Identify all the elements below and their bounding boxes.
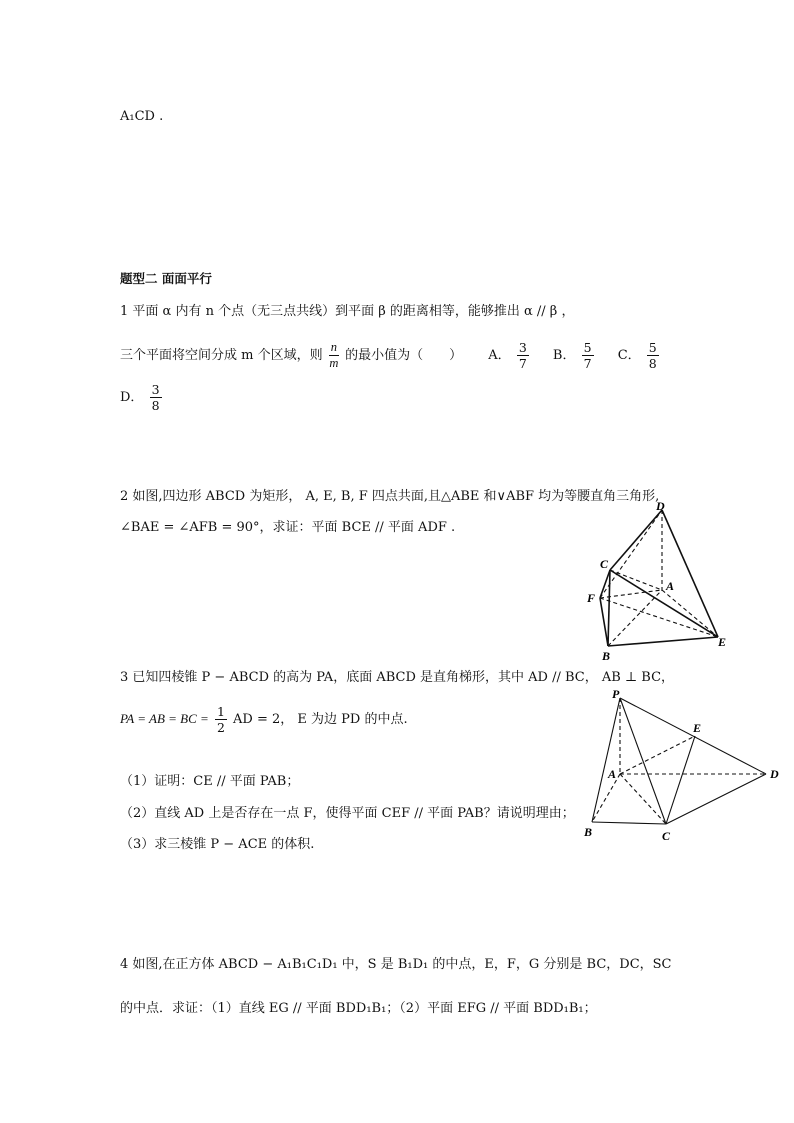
option-fraction [582,340,594,371]
q3-part2: （2）直线 AD 上是否存在一点 F，使得平面 CEF // 平面 PAB？请说明理由； [120,806,575,821]
q4-line2: 的中点．求证：（1）直线 EG // 平面 BDD₁B₁；（2）平面 EFG // 平面 BDD₁B₁； [120,1001,597,1016]
edge-fb [600,598,608,646]
half-fraction [215,704,227,735]
option-den: 7 [583,356,592,371]
edge-fd [600,510,662,598]
q1-option-a [488,340,535,371]
q1-line2 [120,340,661,371]
label-b: B [584,825,593,839]
edge-ae [662,590,718,637]
edge-ce [610,570,718,637]
edge-de [662,510,718,637]
label-d: D [656,499,665,513]
label-e: E [693,721,702,735]
option-num: 3 [518,340,527,355]
option-fraction [647,340,659,371]
option-fraction [150,382,162,413]
edge-pc [620,698,666,824]
edge-fe [600,598,718,637]
top-fragment: A₁CD . [120,109,164,124]
edge-ac [620,774,666,824]
q1-option-d [120,382,164,413]
section-heading: 题型二 面面平行 [120,271,212,286]
option-label: D． [120,390,144,405]
q2-line1: 2 如图,四边形 ABCD 为矩形， A, E, B, F 四点共面,且△ABE 和∨ABF 均为等腰直角三角形, [120,489,660,504]
label-d: D [770,767,779,781]
edge-be [608,637,718,646]
label-b: B [602,649,611,663]
label-p: P [612,687,620,701]
half-num: 1 [216,704,225,719]
edge-ab [592,774,620,822]
q3-line1: 3 已知四棱锥 P − ABCD 的高为 PA，底面 ABCD 是直角梯形，其中 AD // BC， AB ⊥ BC， [120,670,675,685]
edge-ba [608,590,662,646]
q1-line1: 1 平面 α 内有 n 个点（无三点共线）到平面 β 的距离相等，能够推出 α // β ， [120,304,575,319]
option-fraction [517,340,529,371]
figure-pyramid-pabcd-diagram [580,686,786,846]
q3-line2-prefix: PA = AB = BC = [120,711,209,726]
label-f: F [587,591,596,605]
q3-line2 [120,704,408,735]
q3-part1: （1）证明：CE // 平面 PAB； [120,774,300,789]
half-den: 2 [216,720,225,735]
edge-cd [610,510,662,570]
figure-rectangle-abcd-diagram [580,498,740,668]
option-label: B． [552,348,576,363]
option-den: 8 [151,398,160,413]
q1-line2-suffix: 的最小值为（ ） [345,348,463,363]
label-c: C [662,829,671,843]
label-a: A [666,579,675,593]
option-den: 8 [648,356,657,371]
option-num: 5 [583,340,592,355]
q3-part3: （3）求三棱锥 P − ACE 的体积. [120,837,315,852]
option-den: 7 [518,356,527,371]
edge-bc [592,822,666,824]
edge-pb [592,698,620,822]
edge-ce [666,736,695,824]
q1-line2-prefix: 三个平面将空间分成 m 个区域，则 [120,348,323,363]
q1-option-c [617,340,661,371]
option-num: 5 [648,340,657,355]
edge-cd [666,774,766,824]
option-num: 3 [151,382,160,397]
edge-cb [608,570,610,646]
option-label: C． [617,348,641,363]
q1-ratio-den: m [329,356,339,370]
q1-ratio-num: n [330,340,337,354]
label-a: A [608,767,617,781]
option-label: A． [488,348,511,363]
label-e: E [718,635,727,649]
q4-line1: 4 如图,在正方体 ABCD − A₁B₁C₁D₁ 中，S 是 B₁D₁ 的中点，E，F，G 分别是 BC，DC，SC [120,957,672,972]
q3-line2-suffix: AD = 2， E 为边 PD 的中点. [233,712,408,727]
q1-ratio-fraction [329,340,339,371]
q2-line2: ∠BAE = ∠AFB = 90°，求证：平面 BCE // 平面 ADF . [120,520,456,535]
edge-cf [600,570,610,598]
edge-ae [620,736,695,774]
label-c: C [600,557,609,571]
q1-option-b [552,340,600,371]
